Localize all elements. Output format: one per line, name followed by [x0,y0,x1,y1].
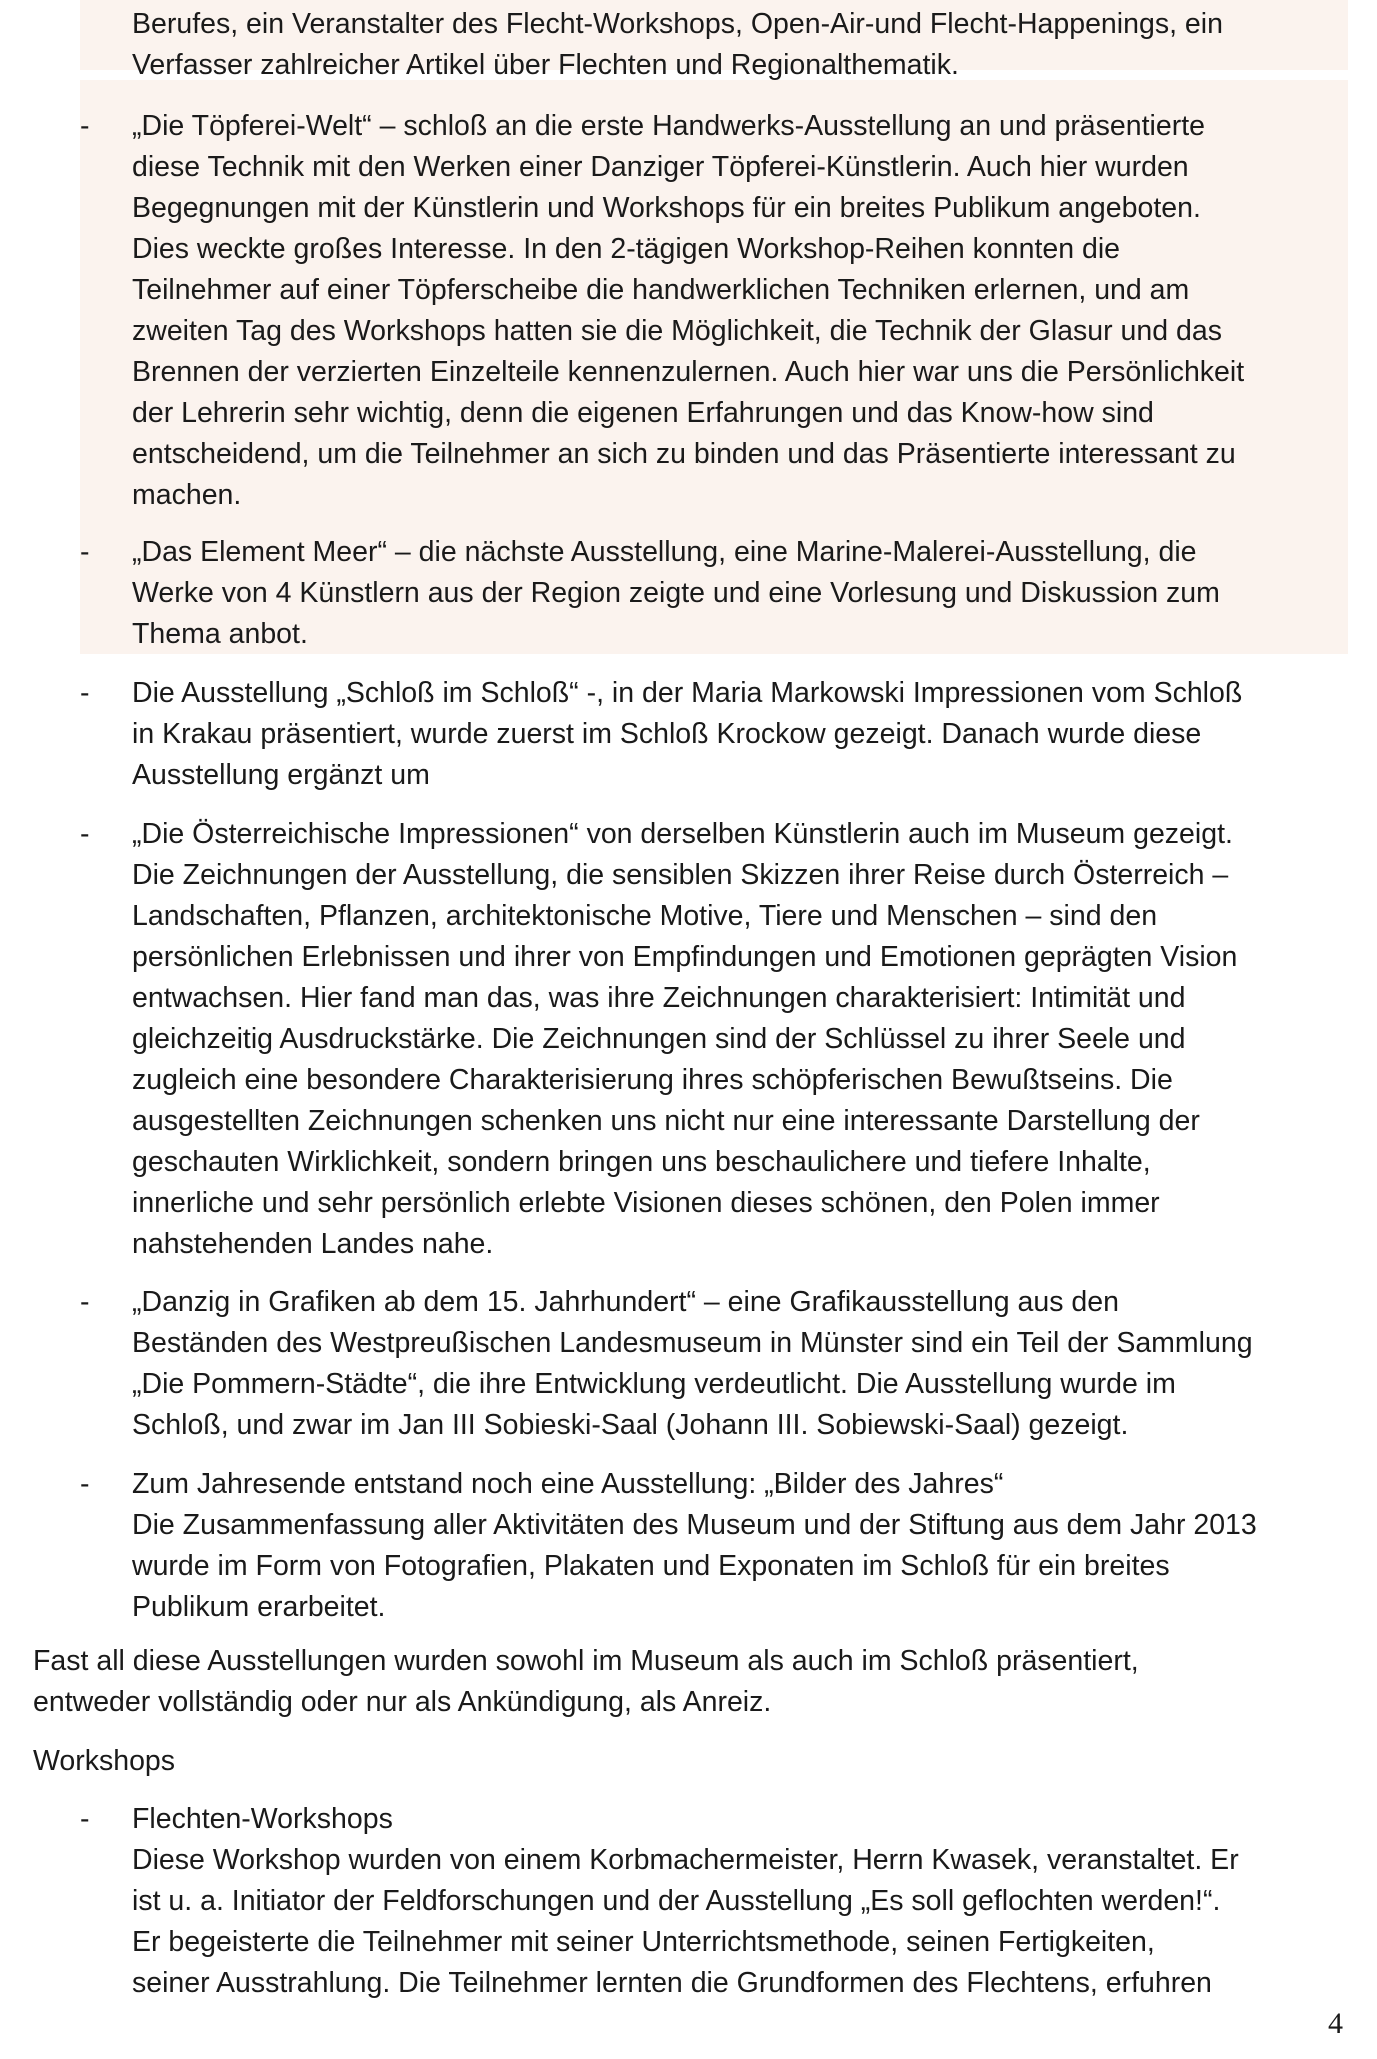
text-line: wurde im Form von Fotografien, Plakaten und Exponaten im Schloß für ein breites [132,1550,1170,1582]
list-item-text [132,814,1282,1265]
text-line: Publikum erarbeitet. [132,1591,386,1623]
text-line: Verfasser zahlreicher Artikel über Flechten und Regionalthematik. [132,49,959,81]
text-line: Ausstellung ergänzt um [132,759,430,791]
text-line: geschauten Wirklichkeit, sondern bringen uns beschaulichere und tiefere Inhalte, [132,1146,1151,1178]
text-line: „Das Element Meer“ – die nächste Ausstellung, eine Marine-Malerei-Ausstellung, die [132,536,1197,568]
list-item-text [132,1464,1282,1628]
text-line: seiner Ausstrahlung. Die Teilnehmer lernten die Grundformen des Flechtens, erfuhren [132,1967,1212,1999]
list-item-text [132,532,1282,655]
text-line: Die Ausstellung „Schloß im Schloß“ -, in der Maria Markowski Impressionen vom Schloß [132,677,1243,709]
list-bullet: - [80,1803,90,1835]
text-line: nahstehenden Landes nahe. [132,1228,494,1260]
text-line: Er begeisterte die Teilnehmer mit seiner Unterrichtsmethode, seinen Fertigkeiten, [132,1926,1155,1958]
text-line: der Lehrerin sehr wichtig, denn die eigenen Erfahrungen und das Know-how sind [132,397,1154,429]
text-line: gleichzeitig Ausdruckstärke. Die Zeichnungen sind der Schlüssel zu ihrer Seele und [132,1023,1186,1055]
text-line: „Die Pommern-Städte“, die ihre Entwicklung verdeutlicht. Die Ausstellung wurde im [132,1368,1176,1400]
text-line: Flechten-Workshops [132,1803,393,1835]
list-bullet: - [80,818,90,850]
list-bullet: - [80,1468,90,1500]
text-line: diese Technik mit den Werken einer Danziger Töpferei-Künstlerin. Auch hier wurden [132,151,1189,183]
text-line: „Danzig in Grafiken ab dem 15. Jahrhundert“ – eine Grafikausstellung aus den [132,1286,1119,1318]
text-line: Beständen des Westpreußischen Landesmuseum in Münster sind ein Teil der Sammlung [132,1327,1253,1359]
text-line: Brennen der verzierten Einzelteile kennenzulernen. Auch hier war uns die Persönlichkeit [132,356,1245,388]
text-line: in Krakau präsentiert, wurde zuerst im Schloß Krockow gezeigt. Danach wurde diese [132,718,1202,750]
workshops-heading: Workshops [33,1745,176,1777]
text-line: Schloß, und zwar im Jan III Sobieski-Saal (Johann III. Sobiewski-Saal) gezeigt. [132,1409,1129,1441]
text-line: zweiten Tag des Workshops hatten sie die Möglichkeit, die Technik der Glasur und das [132,315,1222,347]
text-line: „Die Töpferei-Welt“ – schloß an die erste Handwerks-Ausstellung an und präsentierte [132,110,1205,142]
text-line: Die Zusammenfassung aller Aktivitäten des Museum und der Stiftung aus dem Jahr 2013 [132,1509,1257,1541]
list-item-text [132,673,1282,796]
text-line: ausgestellten Zeichnungen schenken uns nicht nur eine interessante Darstellung der [132,1105,1200,1137]
list-item-text [132,1282,1282,1446]
text-line: Zum Jahresende entstand noch eine Ausstellung: „Bilder des Jahres“ [132,1468,1004,1500]
list-bullet: - [80,110,90,142]
text-line: Die Zeichnungen der Ausstellung, die sensiblen Skizzen ihrer Reise durch Österreich – [132,859,1229,891]
text-line: zugleich eine besondere Charakterisierung ihres schöpferischen Bewußtseins. Die [132,1064,1173,1096]
text-line: entscheidend, um die Teilnehmer an sich zu binden und das Präsentierte interessant zu [132,438,1236,470]
continuation-paragraph [132,4,1282,86]
text-line: machen. [132,479,242,511]
text-line: „Die Österreichische Impressionen“ von derselben Künstlerin auch im Museum gezeigt. [132,818,1233,850]
summary-paragraph [33,1641,1333,1723]
text-line: Dies weckte großes Interesse. In den 2-tägigen Workshop-Reihen konnten die [132,233,1121,265]
list-item-text [132,1799,1282,2004]
list-item-text [132,106,1282,516]
text-line: Thema anbot. [132,618,308,650]
text-line: Diese Workshop wurden von einem Korbmachermeister, Herrn Kwasek, veranstaltet. Er [132,1844,1239,1876]
text-line: Teilnehmer auf einer Töpferscheibe die handwerklichen Techniken erlernen, und am [132,274,1190,306]
list-bullet: - [80,536,90,568]
text-line: entwachsen. Hier fand man das, was ihre Zeichnungen charakterisiert: Intimität und [132,982,1186,1014]
text-line: entweder vollständig oder nur als Ankündigung, als Anreiz. [33,1686,772,1718]
page-number: 4 [1328,2007,1343,2040]
text-line: Landschaften, Pflanzen, architektonische Motive, Tiere und Menschen – sind den [132,900,1158,932]
text-line: Begegnungen mit der Künstlerin und Workshops für ein breites Publikum angeboten. [132,192,1201,224]
text-line: ist u. a. Initiator der Feldforschungen und der Ausstellung „Es soll geflochten werden!“. [132,1885,1221,1917]
text-line: Werke von 4 Künstlern aus der Region zeigte und eine Vorlesung und Diskussion zum [132,577,1220,609]
text-line: Berufes, ein Veranstalter des Flecht-Workshops, Open-Air-und Flecht-Happenings, ein [132,8,1223,40]
text-line: Fast all diese Ausstellungen wurden sowohl im Museum als auch im Schloß präsentiert, [33,1645,1139,1677]
list-bullet: - [80,677,90,709]
text-line: persönlichen Erlebnissen und ihrer von Empfindungen und Emotionen geprägten Vision [132,941,1238,973]
list-bullet: - [80,1286,90,1318]
text-line: innerliche und sehr persönlich erlebte Visionen dieses schönen, den Polen immer [132,1187,1160,1219]
